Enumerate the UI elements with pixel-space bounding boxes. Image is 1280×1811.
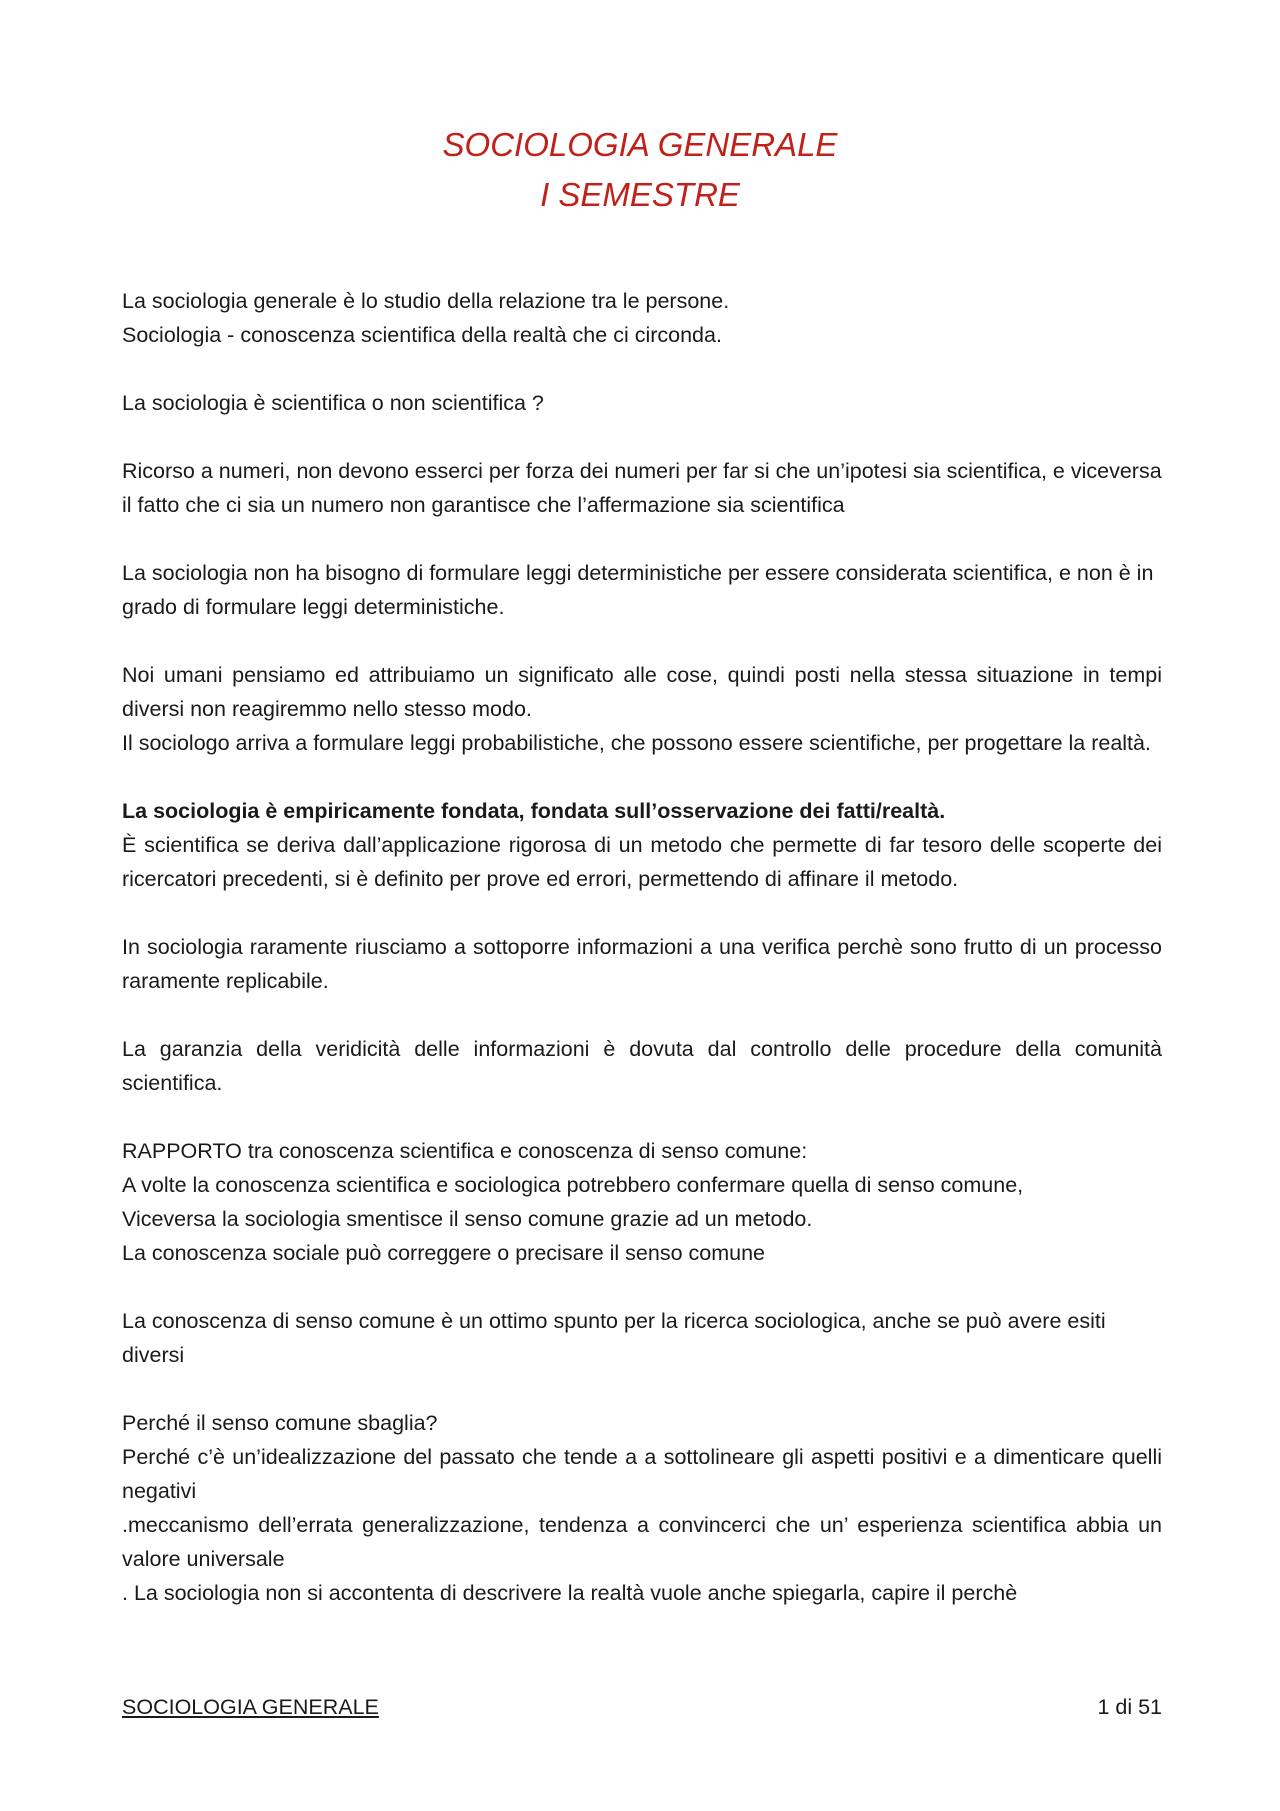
text-line: Sociologia - conoscenza scientifica della realtà che ci circonda. bbox=[122, 323, 722, 347]
text-line: È scientifica se deriva dall’applicazione rigorosa di un metodo che permette di far tesoro delle scoperte dei ricercatori precedenti, si è definito per prove ed errori, permettendo di affinare il metodo. bbox=[122, 833, 1162, 891]
bold-statement: La sociologia è empiricamente fondata, fondata sull’osservazione dei fatti/realtà. bbox=[122, 799, 946, 823]
text-line: La conoscenza sociale può correggere o precisare il senso comune bbox=[122, 1241, 765, 1265]
paragraph-1 bbox=[122, 284, 1162, 352]
paragraph-11 bbox=[122, 1406, 1162, 1610]
paragraph-2 bbox=[122, 386, 1162, 420]
text-line: Perché c’è un’idealizzazione del passato che tende a a sottolineare gli aspetti positivi e a dimenticare quelli negativi bbox=[122, 1445, 1162, 1503]
text-line: La garanzia della veridicità delle informazioni è dovuta dal controllo delle procedure della comunità scientifica. bbox=[122, 1037, 1162, 1095]
text-line: Ricorso a numeri, non devono esserci per forza dei numeri per far si che un’ipotesi sia scientifica, e viceversa il fatto che ci sia un numero non garantisce che l’affermazione sia scientifica bbox=[122, 459, 1162, 517]
paragraph-6 bbox=[122, 794, 1162, 896]
text-line: In sociologia raramente riusciamo a sottoporre informazioni a una verifica perchè sono frutto di un processo raramente replicabile. bbox=[122, 935, 1162, 993]
text-line: Perché il senso comune sbaglia? bbox=[122, 1411, 438, 1435]
document-title bbox=[0, 120, 1280, 220]
text-line: Noi umani pensiamo ed attribuiamo un significato alle cose, quindi posti nella stessa situazione in tempi diversi non reagiremmo nello stesso modo. bbox=[122, 663, 1162, 721]
text-line: A volte la conoscenza scientifica e sociologica potrebbero confermare quella di senso comune, bbox=[122, 1173, 1024, 1197]
footer-title: SOCIOLOGIA GENERALE bbox=[122, 1695, 379, 1719]
text-line: . La sociologia non si accontenta di descrivere la realtà vuole anche spiegarla, capire il perchè bbox=[122, 1581, 1018, 1605]
paragraph-9 bbox=[122, 1134, 1162, 1270]
paragraph-5 bbox=[122, 658, 1162, 760]
document-body bbox=[122, 284, 1162, 1610]
paragraph-10 bbox=[122, 1304, 1162, 1372]
text-line: .meccanismo dell’errata generalizzazione, tendenza a convincerci che un’ esperienza scientifica abbia un valore universale bbox=[122, 1513, 1162, 1571]
text-line: Il sociologo arriva a formulare leggi probabilistiche, che possono essere scientifiche, per progettare la realtà. bbox=[122, 731, 1151, 755]
paragraph-8 bbox=[122, 1032, 1162, 1100]
title-line-1: SOCIOLOGIA GENERALE bbox=[442, 126, 838, 163]
paragraph-4 bbox=[122, 556, 1162, 624]
text-line: Viceversa la sociologia smentisce il senso comune grazie ad un metodo. bbox=[122, 1207, 813, 1231]
text-line: La conoscenza di senso comune è un ottimo spunto per la ricerca sociologica, anche se può avere esiti diversi bbox=[122, 1309, 1106, 1367]
text-line: La sociologia non ha bisogno di formulare leggi deterministiche per essere considerata scientifica, e non è in grado di formulare leggi deterministiche. bbox=[122, 561, 1154, 619]
text-line: RAPPORTO tra conoscenza scientifica e conoscenza di senso comune: bbox=[122, 1139, 808, 1163]
text-line: La sociologia è scientifica o non scientifica ? bbox=[122, 391, 544, 415]
paragraph-3 bbox=[122, 454, 1162, 522]
page-footer bbox=[122, 1692, 1162, 1722]
page-number: 1 di 51 bbox=[1097, 1695, 1162, 1719]
text-line: La sociologia generale è lo studio della relazione tra le persone. bbox=[122, 289, 730, 313]
paragraph-7 bbox=[122, 930, 1162, 998]
title-line-2: I SEMESTRE bbox=[540, 176, 740, 213]
